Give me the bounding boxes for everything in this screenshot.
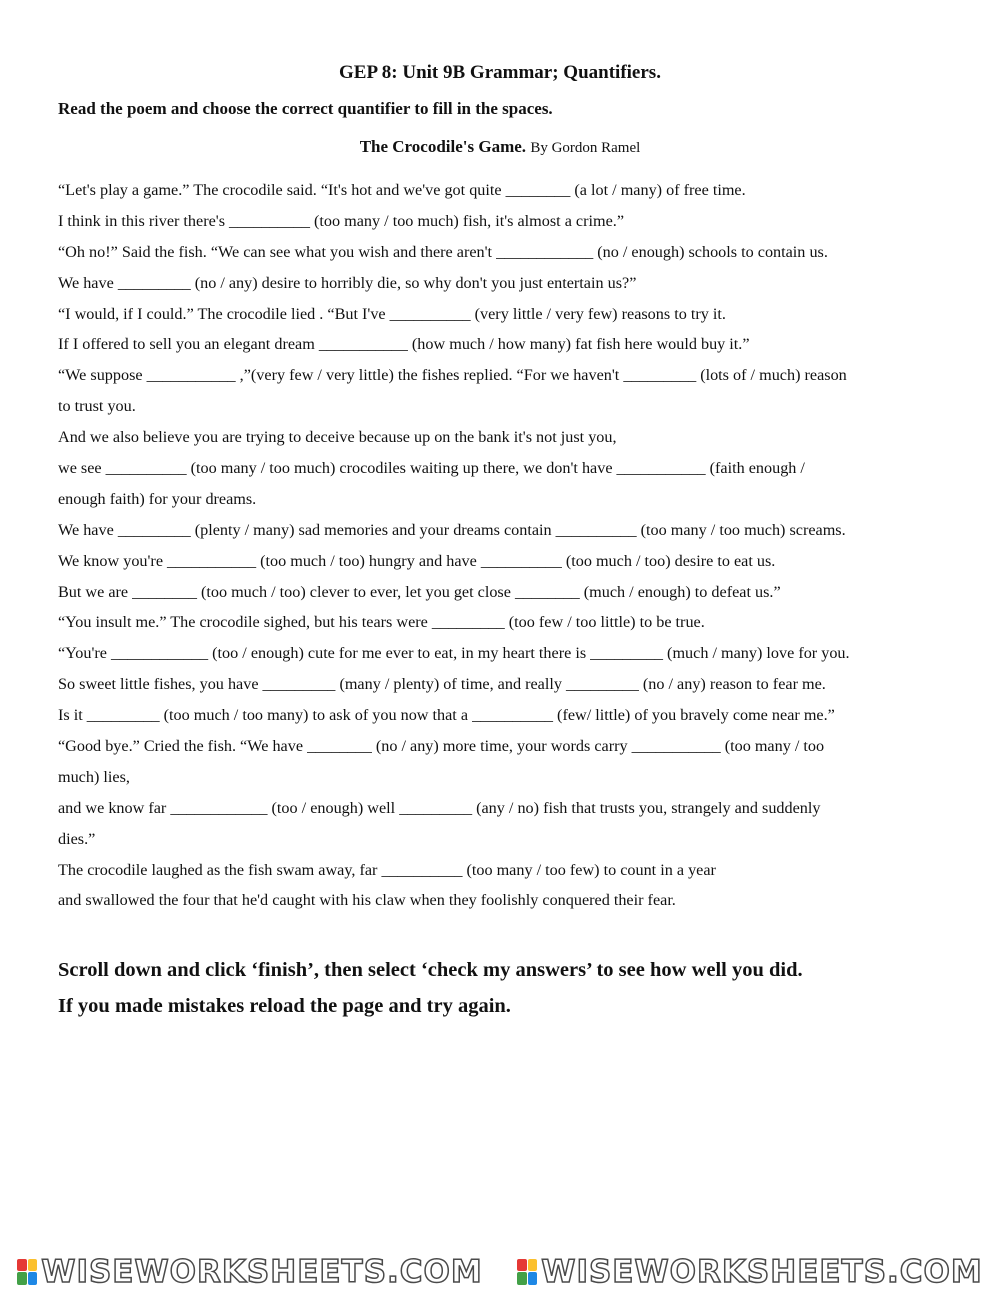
poem-line: The crocodile laughed as the fish swam away, far __________ (too many / too few) to count in a year [58,860,716,879]
poem-author: By Gordon Ramel [530,140,641,156]
poem-line: “You insult me.” The crocodile sighed, but his tears were _________ (too few / too little) to be true. [58,613,705,632]
poem-heading [0,137,1000,157]
poem-body [58,180,948,921]
poem-line: we see __________ (too many / too much) crocodiles waiting up there, we don't have ___________ (faith enough / [58,459,805,478]
instructions-footer [58,952,803,1024]
watermark-text: WISEWORKSHEETS.COM [541,1253,983,1290]
poem-line: We know you're ___________ (too much / too) hungry and have __________ (too much / too) desire to eat us. [58,551,776,570]
poem-line: much) lies, [58,767,130,786]
poem-line: So sweet little fishes, you have _________ (many / plenty) of time, and really _________ (no / any) reason to fear me. [58,675,826,694]
poem-line: to trust you. [58,397,136,416]
poem-line: We have _________ (plenty / many) sad memories and your dreams contain __________ (too many / too much) screams. [58,520,846,539]
poem-line: Is it _________ (too much / too many) to ask of you now that a __________ (few/ little) of you bravely come near me.” [58,706,835,725]
poem-line: and we know far ____________ (too / enough) well _________ (any / no) fish that trusts you, strangely and suddenly [58,798,821,817]
poem-line: I think in this river there's __________ (too many / too much) fish, it's almost a crime.” [58,211,625,230]
poem-line: “You're ____________ (too / enough) cute for me ever to eat, in my heart there is _________ (much / many) love for you. [58,644,850,663]
poem-title: The Crocodile's Game. [359,137,527,156]
poem-line: If I offered to sell you an elegant dream ___________ (how much / how many) fat fish here would buy it.” [58,335,750,354]
instruction-text: Read the poem and choose the correct quantifier to fill in the spaces. [58,99,553,118]
wise-logo-icon [17,1259,37,1285]
poem-line: “Good bye.” Cried the fish. “We have ________ (no / any) more time, your words carry ___________ (too many / too [58,737,825,756]
watermark-text: WISEWORKSHEETS.COM [41,1253,483,1290]
watermark-banner [0,1252,1000,1291]
watermark-item [17,1254,483,1290]
poem-line: “Let's play a game.” The crocodile said. “It's hot and we've got quite ________ (a lot / many) of free time. [58,181,746,199]
poem-line: “Oh no!” Said the fish. “We can see what you wish and there aren't ____________ (no / enough) schools to contain us. [58,242,828,261]
poem-line: But we are ________ (too much / too) clever to ever, let you get close ________ (much / enough) to defeat us.” [58,582,781,601]
poem-line: enough faith) for your dreams. [58,489,257,508]
page-title: GEP 8: Unit 9B Grammar; Quantifiers. [339,62,661,83]
footer-line-2: If you made mistakes reload the page and try again. [58,995,511,1017]
footer-line-1: Scroll down and click ‘finish’, then select ‘check my answers’ to see how well you did. [58,959,803,981]
poem-line: “We suppose ___________ ,”(very few / very little) the fishes replied. “For we haven't _________ (lots of / much) reason [58,366,847,385]
poem-line: “I would, if I could.” The crocodile lied . “But I've __________ (very little / very few) reasons to try it. [58,304,726,323]
poem-line: We have _________ (no / any) desire to horribly die, so why don't you just entertain us?” [58,273,637,292]
poem-line: And we also believe you are trying to deceive because up on the bank it's not just you, [58,428,617,447]
poem-line: and swallowed the four that he'd caught with his claw when they foolishly conquered their fear. [58,891,676,910]
wise-logo-icon [517,1259,537,1285]
poem-line: dies.” [58,829,96,848]
watermark-item [517,1254,983,1290]
